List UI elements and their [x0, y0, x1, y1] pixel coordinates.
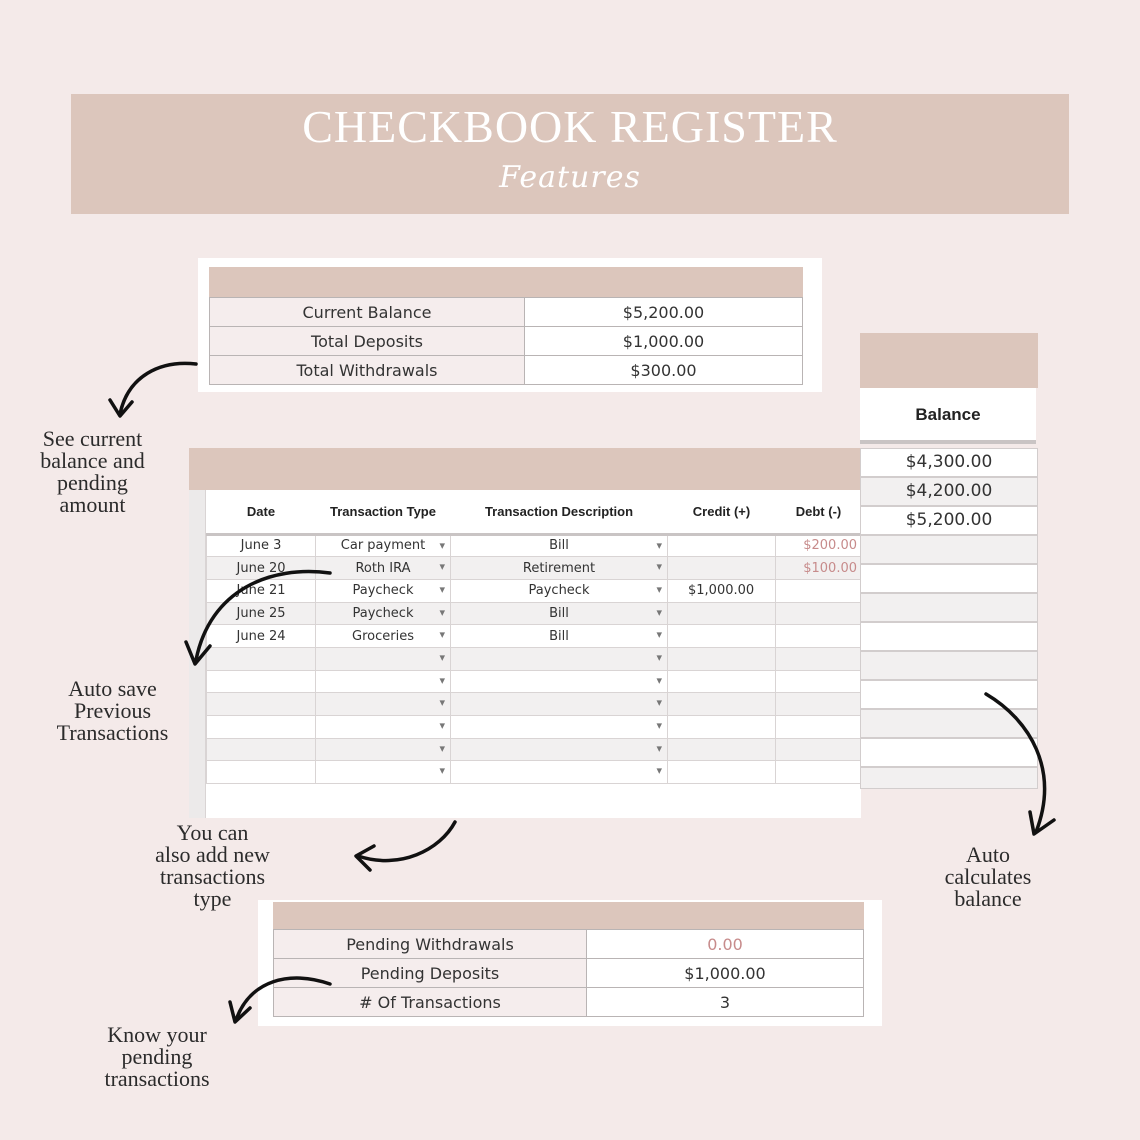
- type-select[interactable]: Roth IRA ▾: [316, 557, 451, 580]
- type-select[interactable]: Groceries ▾: [316, 625, 451, 648]
- type-select[interactable]: Car payment ▾: [316, 534, 451, 557]
- description-select[interactable]: Paycheck ▾: [451, 579, 668, 602]
- col-date: Date: [207, 490, 316, 534]
- note-line: transactions: [159, 864, 266, 889]
- note-line: Auto save: [68, 676, 157, 701]
- note-line: Auto: [966, 842, 1010, 867]
- arrow-icon: [230, 978, 330, 1022]
- note-line: transactions: [104, 1066, 210, 1091]
- summary-label: Current Balance: [210, 298, 525, 327]
- date-cell[interactable]: June 25: [207, 602, 316, 625]
- summary-label: Total Deposits: [210, 327, 525, 356]
- note-line: amount: [59, 492, 126, 517]
- note-line: type: [193, 886, 232, 911]
- arrow-icon: [356, 822, 455, 870]
- debt-cell[interactable]: $100.00: [776, 557, 862, 580]
- pending-label: Pending Deposits: [274, 959, 587, 988]
- date-cell[interactable]: June 20: [207, 557, 316, 580]
- page-subtitle: Features: [499, 160, 641, 195]
- date-cell[interactable]: June 3: [207, 534, 316, 557]
- date-cell[interactable]: June 24: [207, 625, 316, 648]
- col-credit: Credit (+): [668, 490, 776, 534]
- pending-value[interactable]: 0.00: [587, 930, 864, 959]
- type-select[interactable]: Paycheck ▾: [316, 602, 451, 625]
- balance-cell: $4,200.00: [860, 477, 1038, 506]
- col-transaction-description: Transaction Description: [451, 490, 668, 534]
- summary-value[interactable]: $5,200.00: [525, 298, 803, 327]
- summary-value[interactable]: $300.00: [525, 356, 803, 385]
- note-line: balance and: [40, 448, 145, 473]
- balance-cell: $4,300.00: [860, 448, 1038, 477]
- pending-label: Pending Withdrawals: [274, 930, 587, 959]
- note-line: also add new: [155, 842, 270, 867]
- note-line: Know your: [107, 1022, 207, 1047]
- col-debt: Debt (-): [776, 490, 862, 534]
- date-cell[interactable]: June 21: [207, 579, 316, 602]
- pending-value[interactable]: $1,000.00: [587, 959, 864, 988]
- debt-cell[interactable]: $200.00: [776, 534, 862, 557]
- balance-cell: $5,200.00: [860, 506, 1038, 535]
- note-line: You can: [176, 820, 249, 845]
- arrow-icon: [986, 694, 1054, 834]
- pending-label: # Of Transactions: [274, 988, 587, 1017]
- note-line: calculates: [944, 864, 1032, 889]
- summary-label: Total Withdrawals: [210, 356, 525, 385]
- summary-value[interactable]: $1,000.00: [525, 327, 803, 356]
- note-line: Previous: [74, 698, 151, 723]
- description-select[interactable]: Retirement ▾: [451, 557, 668, 580]
- page-title: CHECKBOOK REGISTER: [302, 101, 838, 152]
- note-line: See current: [42, 426, 143, 451]
- credit-cell[interactable]: $1,000.00: [668, 579, 776, 602]
- note-line: Transactions: [56, 720, 169, 745]
- description-select[interactable]: Bill ▾: [451, 625, 668, 648]
- description-select[interactable]: Bill ▾: [451, 534, 668, 557]
- note-line: pending: [121, 1044, 193, 1069]
- description-select[interactable]: Bill ▾: [451, 602, 668, 625]
- arrow-icon: [186, 572, 330, 664]
- col-transaction-type: Transaction Type: [316, 490, 451, 534]
- balance-header: Balance: [860, 388, 1036, 444]
- note-line: pending: [57, 470, 128, 495]
- pending-value[interactable]: 3: [587, 988, 864, 1017]
- note-line: balance: [954, 886, 1022, 911]
- type-select[interactable]: Paycheck ▾: [316, 579, 451, 602]
- arrow-icon: [110, 363, 196, 416]
